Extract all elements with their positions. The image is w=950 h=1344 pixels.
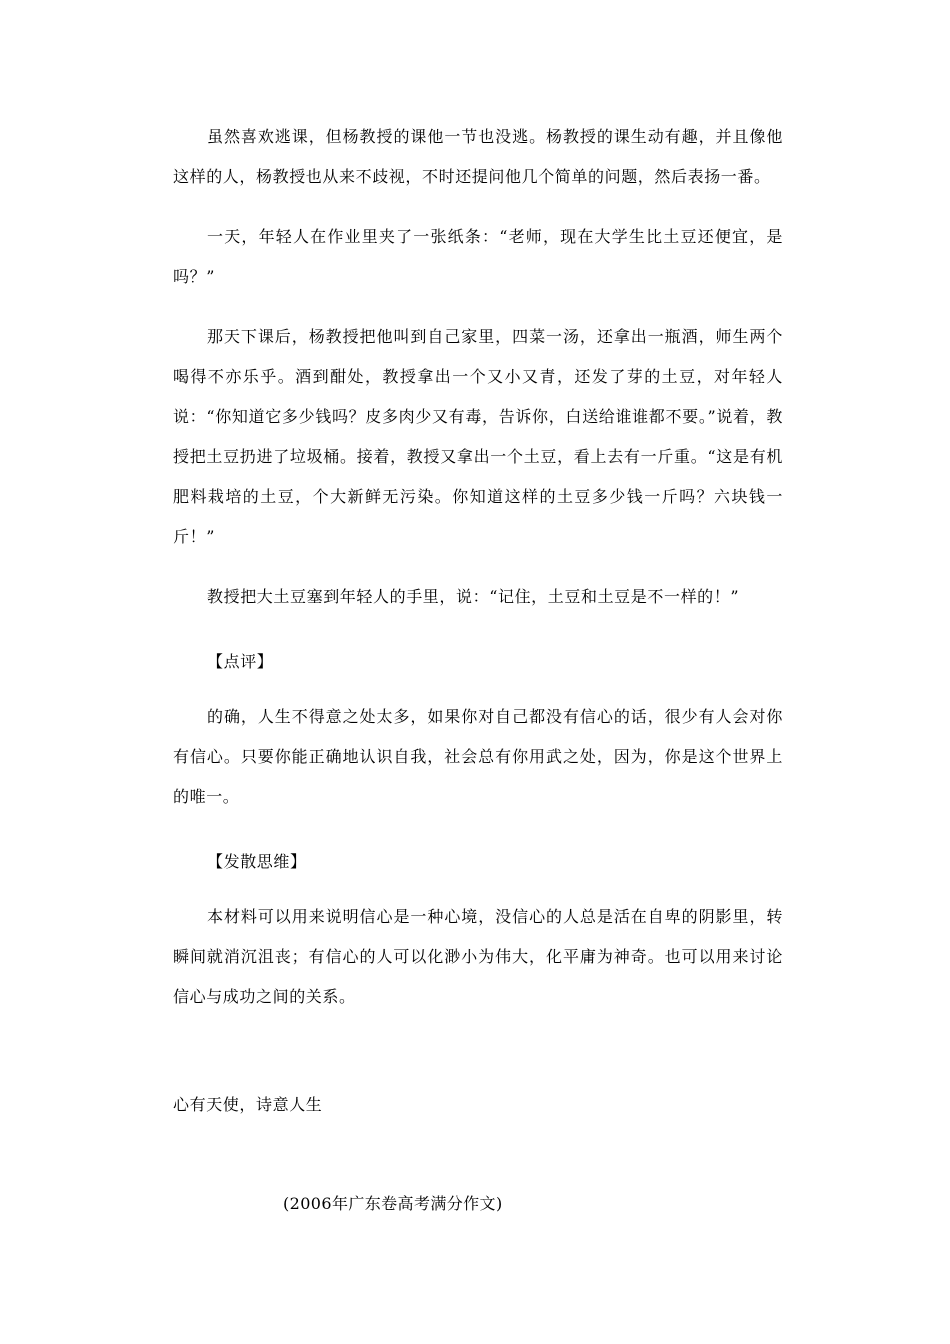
paragraph-remember: 教授把大土豆塞到年轻人的手里，说：“记住，土豆和土豆是不一样的！” bbox=[207, 587, 740, 606]
paragraph-professor-class: 虽然喜欢逃课，但杨教授的课他一节也没逃。杨教授的课生动有趣，并且像他这样的人，杨教授也从来不歧视，不时还提问他几个简单的问题，然后表扬一番。 bbox=[173, 127, 783, 186]
essay-title: 心有天使，诗意人生 bbox=[173, 1095, 323, 1114]
divergent-thinking-paragraph: 本材料可以用来说明信心是一种心境，没信心的人总是活在自卑的阴影里，转瞬间就消沉沮丧；有信心的人可以化渺小为伟大，化平庸为神奇。也可以用来讨论信心与成功之间的关系。 bbox=[173, 907, 783, 1006]
comment-heading: 【点评】 bbox=[207, 652, 274, 671]
paragraph-potato-story: 那天下课后，杨教授把他叫到自己家里，四菜一汤，还拿出一瓶酒，师生两个喝得不亦乐乎。酒到酣处，教授拿出一个又小又青，还发了芽的土豆，对年轻人说：“你知道它多少钱吗？皮多肉少又有毒，告诉你，白送给谁谁都不要。”说着，教授把土豆扔进了垃圾桶。接着，教授又拿出一个土豆，看上去有一斤重。“这是有机肥料栽培的土豆，个大新鲜无污染。你知道这样的土豆多少钱一斤吗？六块钱一斤！” bbox=[173, 327, 783, 546]
paragraph-note: 一天，年轻人在作业里夹了一张纸条：“老师，现在大学生比土豆还便宜，是吗？” bbox=[173, 227, 783, 286]
divergent-thinking-heading: 【发散思维】 bbox=[207, 852, 307, 871]
essay-source: (2006年广东卷高考满分作文) bbox=[283, 1194, 503, 1213]
comment-paragraph: 的确，人生不得意之处太多，如果你对自己都没有信心的话，很少有人会对你有信心。只要你能正确地认识自我，社会总有你用武之处，因为，你是这个世界上的唯一。 bbox=[173, 707, 783, 806]
